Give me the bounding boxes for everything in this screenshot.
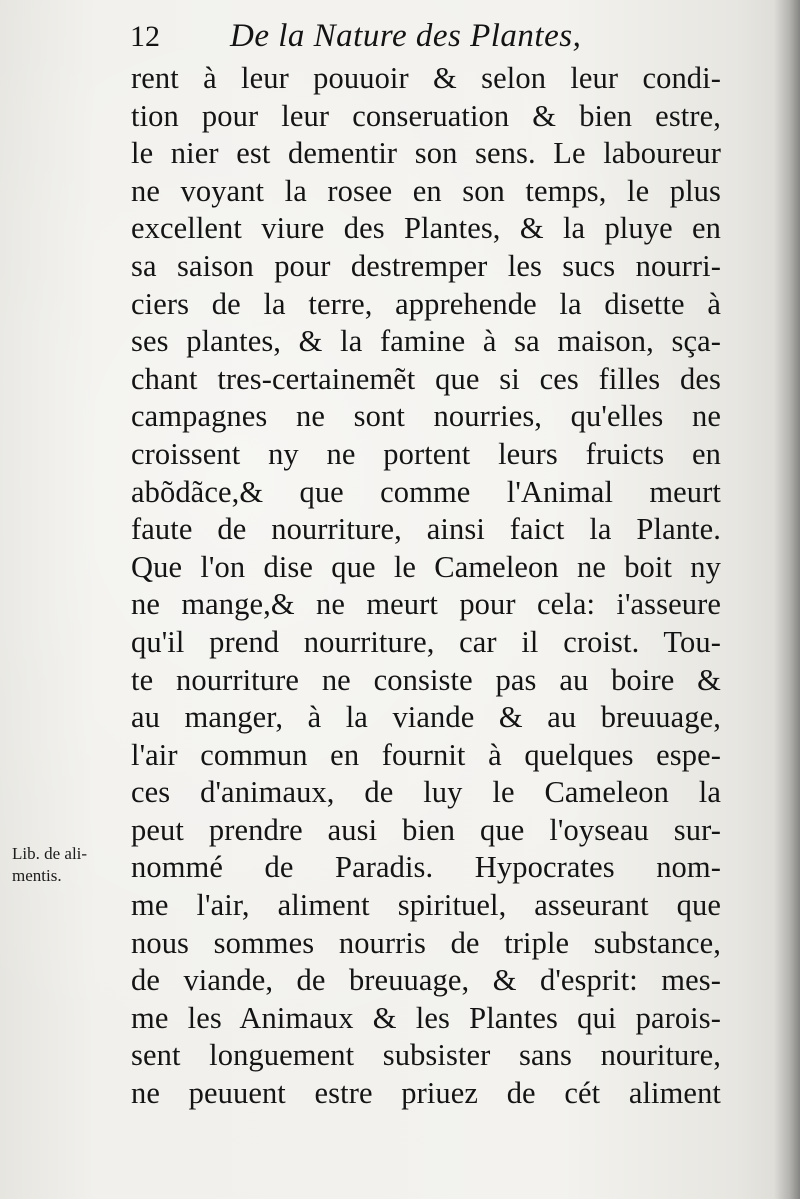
text-line: sa saison pour destremper les sucs nourri- [131,248,721,283]
text-line: l'air commun en fournit à quelques espe- [131,737,721,772]
text-line: me l'air, aliment spirituel, asseurant que [131,888,721,923]
text-line: ces d'animaux, de luy le Cameleon la [131,775,721,810]
text-line: tion pour leur conseruation & bien estre, [131,98,721,133]
page-gutter-shadow [774,0,800,1199]
text-line: au manger, à la viande & au breuuage, [131,700,721,735]
text-line: sent longuement subsister sans nouriture, [131,1038,721,1073]
page-header [130,14,650,58]
text-line: campagnes ne sont nourries, qu'elles ne [131,399,721,434]
text-line: excellent viure des Plantes, & la pluye en [131,211,721,246]
marginal-note-line: Lib. de ali- [12,844,88,863]
text-line: rent à leur pouuoir & selon leur condi- [131,61,721,95]
body-text [131,60,721,1113]
text-line: croissent ny ne portent leurs fruicts en [131,436,721,471]
marginal-note [12,843,122,887]
text-line: abõdãce,& que comme l'Animal meurt [131,474,721,509]
marginal-note-line: mentis. [12,866,62,885]
text-line: qu'il prend nourriture, car il croist. Tou- [131,624,721,659]
text-line: ne mange,& ne meurt pour cela: i'asseure [131,587,721,622]
text-line: faute de nourriture, ainsi faict la Plante. [131,512,721,547]
text-line: ses plantes, & la famine à sa maison, sça- [131,324,721,359]
text-line: te nourriture ne consiste pas au boire & [131,662,721,697]
text-line: nous sommes nourris de triple substance, [131,925,721,960]
text-line: chant tres-certainemẽt que si ces filles des [131,361,721,396]
text-line: Que l'on dise que le Cameleon ne boit ny [131,549,721,584]
text-line: nommé de Paradis. Hypocrates nom- [131,850,721,885]
text-line: ciers de la terre, apprehende la disette à [131,286,721,321]
text-line: me les Animaux & les Plantes qui parois- [131,1000,721,1035]
text-line: le nier est dementir son sens. Le laboureur [131,136,721,171]
text-line: ne peuuent estre priuez de cét aliment [131,1076,721,1111]
text-line: de viande, de breuuage, & d'esprit: mes- [131,963,721,998]
text-line: ne voyant la rosee en son temps, le plus [131,173,721,208]
running-title: De la Nature des Plantes, [230,18,582,54]
page-number: 12 [130,20,160,53]
text-line: peut prendre ausi bien que l'oyseau sur- [131,812,721,847]
